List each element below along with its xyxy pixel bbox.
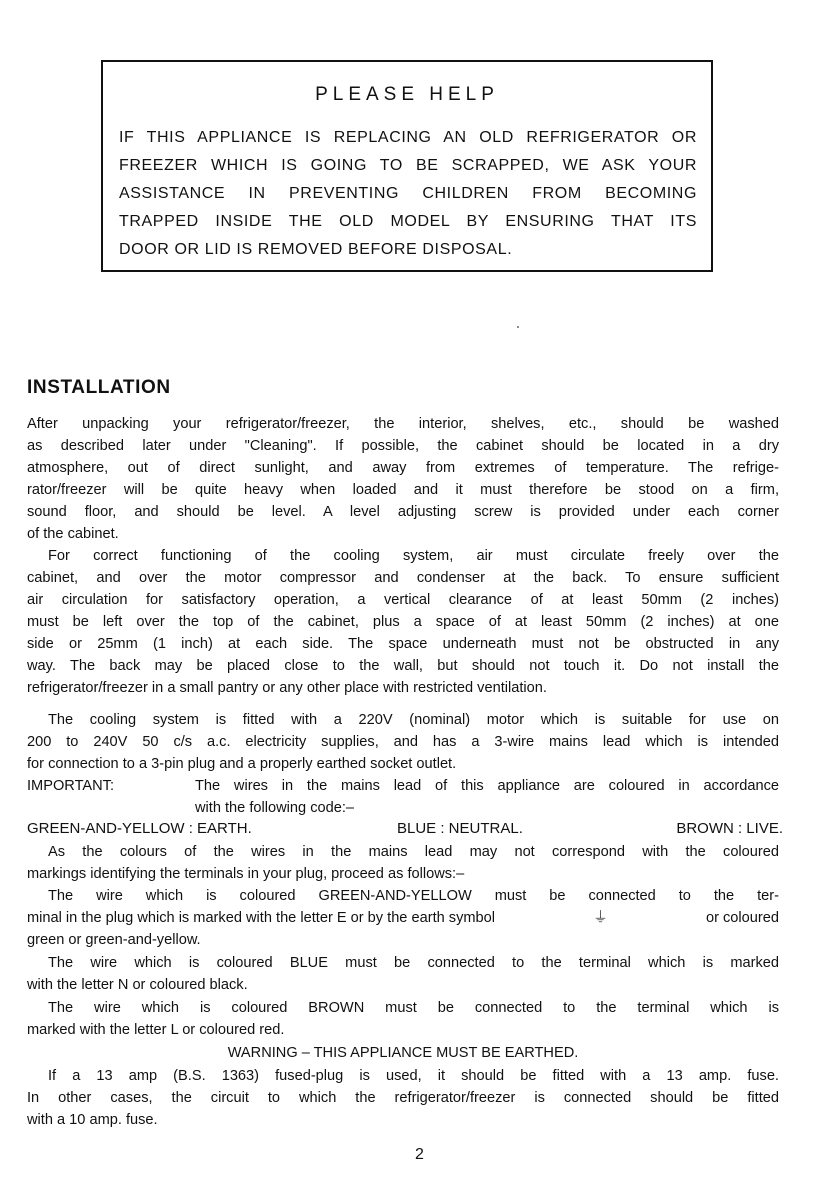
- earth-symbol-icon: ⏚: [593, 909, 609, 926]
- paragraph-line: green or green-and-yellow.: [27, 932, 201, 948]
- paragraph-line: with a 10 amp. fuse.: [27, 1112, 158, 1128]
- please-help-notice: [101, 60, 713, 272]
- important-label: IMPORTANT:: [27, 778, 115, 794]
- paragraph-line: markings identifying the terminals in your plug, proceed as follows:–: [27, 866, 465, 882]
- paragraph-line: As the colours of the wires in the mains lead may not correspond with the coloured: [48, 844, 779, 860]
- earth-text: minal in the plug which is marked with the letter E or by the earth symbol: [27, 910, 496, 926]
- important-text: The wires in the mains lead of this appliance are coloured in accordance: [195, 778, 779, 794]
- paragraph-line: In other cases, the circuit to which the refrigerator/freezer is connected should be fitted: [27, 1090, 779, 1106]
- paragraph-line: way. The back may be placed close to the wall, but should not touch it. Do not install the: [27, 658, 779, 674]
- paragraph-line: After unpacking your refrigerator/freezer, the interior, shelves, etc., should be washed: [27, 416, 779, 432]
- paragraph-line: If a 13 amp (B.S. 1363) fused-plug is used, it should be fitted with a 13 amp. fuse.: [48, 1068, 779, 1084]
- earth-code: GREEN-AND-YELLOW : EARTH.: [27, 820, 252, 837]
- paragraph-line: The cooling system is fitted with a 220V (nominal) motor which is suitable for use on: [48, 712, 779, 728]
- paragraph-line: for connection to a 3-pin plug and a properly earthed socket outlet.: [27, 756, 457, 772]
- paragraph-line: The wire which is coloured BLUE must be connected to the terminal which is marked: [48, 955, 779, 971]
- live-code: BROWN : LIVE.: [676, 820, 783, 837]
- paragraph-line: sound floor, and should be level. A level adjusting screw is provided under each corner: [27, 504, 779, 520]
- installation-heading: INSTALLATION: [27, 377, 171, 398]
- notice-line: FREEZER WHICH IS GOING TO BE SCRAPPED, WE ASK YOUR: [119, 157, 697, 174]
- earthing-warning: WARNING – THIS APPLIANCE MUST BE EARTHED.: [227, 1045, 579, 1061]
- notice-line: DOOR OR LID IS REMOVED BEFORE DISPOSAL.: [119, 241, 513, 258]
- paragraph-line: of the cabinet.: [27, 526, 119, 542]
- earth-text-end: or coloured: [705, 910, 779, 926]
- paragraph-line: 200 to 240V 50 c/s a.c. electricity supplies, and has a 3-wire mains lead which is intended: [27, 734, 779, 750]
- wire-colour-code: [27, 820, 783, 840]
- paragraph-line: as described later under "Cleaning". If possible, the cabinet should be located in a dry: [27, 438, 779, 454]
- paragraph-line: The wire which is coloured GREEN-AND-YELLOW must be connected to the ter-: [48, 888, 779, 904]
- paragraph-line: air circulation for satisfactory operation, a vertical clearance of at least 50mm (2 inches): [27, 592, 779, 608]
- paragraph-line: with the letter N or coloured black.: [27, 977, 248, 993]
- paragraph-line: atmosphere, out of direct sunlight, and away from extremes of temperature. The refrige-: [27, 460, 779, 476]
- paragraph-line: side or 25mm (1 inch) at each side. The space underneath must not be obstructed in any: [27, 636, 779, 652]
- paragraph-line: For correct functioning of the cooling system, air must circulate freely over the: [48, 548, 779, 564]
- paragraph-line: rator/freezer will be quite heavy when loaded and it must therefore be stood on a firm,: [27, 482, 779, 498]
- page-number: 2: [415, 1146, 424, 1163]
- neutral-code: BLUE : NEUTRAL.: [397, 820, 523, 837]
- paragraph-line: [27, 908, 779, 928]
- notice-line: IF THIS APPLIANCE IS REPLACING AN OLD REFRIGERATOR OR: [119, 129, 697, 146]
- important-text: with the following code:–: [195, 800, 355, 816]
- notice-title: PLEASE HELP: [315, 84, 499, 105]
- paragraph-line: The wire which is coloured BROWN must be connected to the terminal which is: [48, 1000, 779, 1016]
- paragraph-line: marked with the letter L or coloured red.: [27, 1022, 285, 1038]
- paragraph-line: must be left over the top of the cabinet, plus a space of at least 50mm (2 inches) at one: [27, 614, 779, 630]
- paragraph-line: cabinet, and over the motor compressor and condenser at the back. To ensure sufficient: [27, 570, 779, 586]
- notice-line: TRAPPED INSIDE THE OLD MODEL BY ENSURING THAT ITS: [119, 213, 697, 230]
- notice-line: ASSISTANCE IN PREVENTING CHILDREN FROM BECOMING: [119, 185, 697, 202]
- paragraph-line: refrigerator/freezer in a small pantry or any other place with restricted ventilation.: [27, 680, 547, 696]
- speck-mark: [517, 326, 519, 328]
